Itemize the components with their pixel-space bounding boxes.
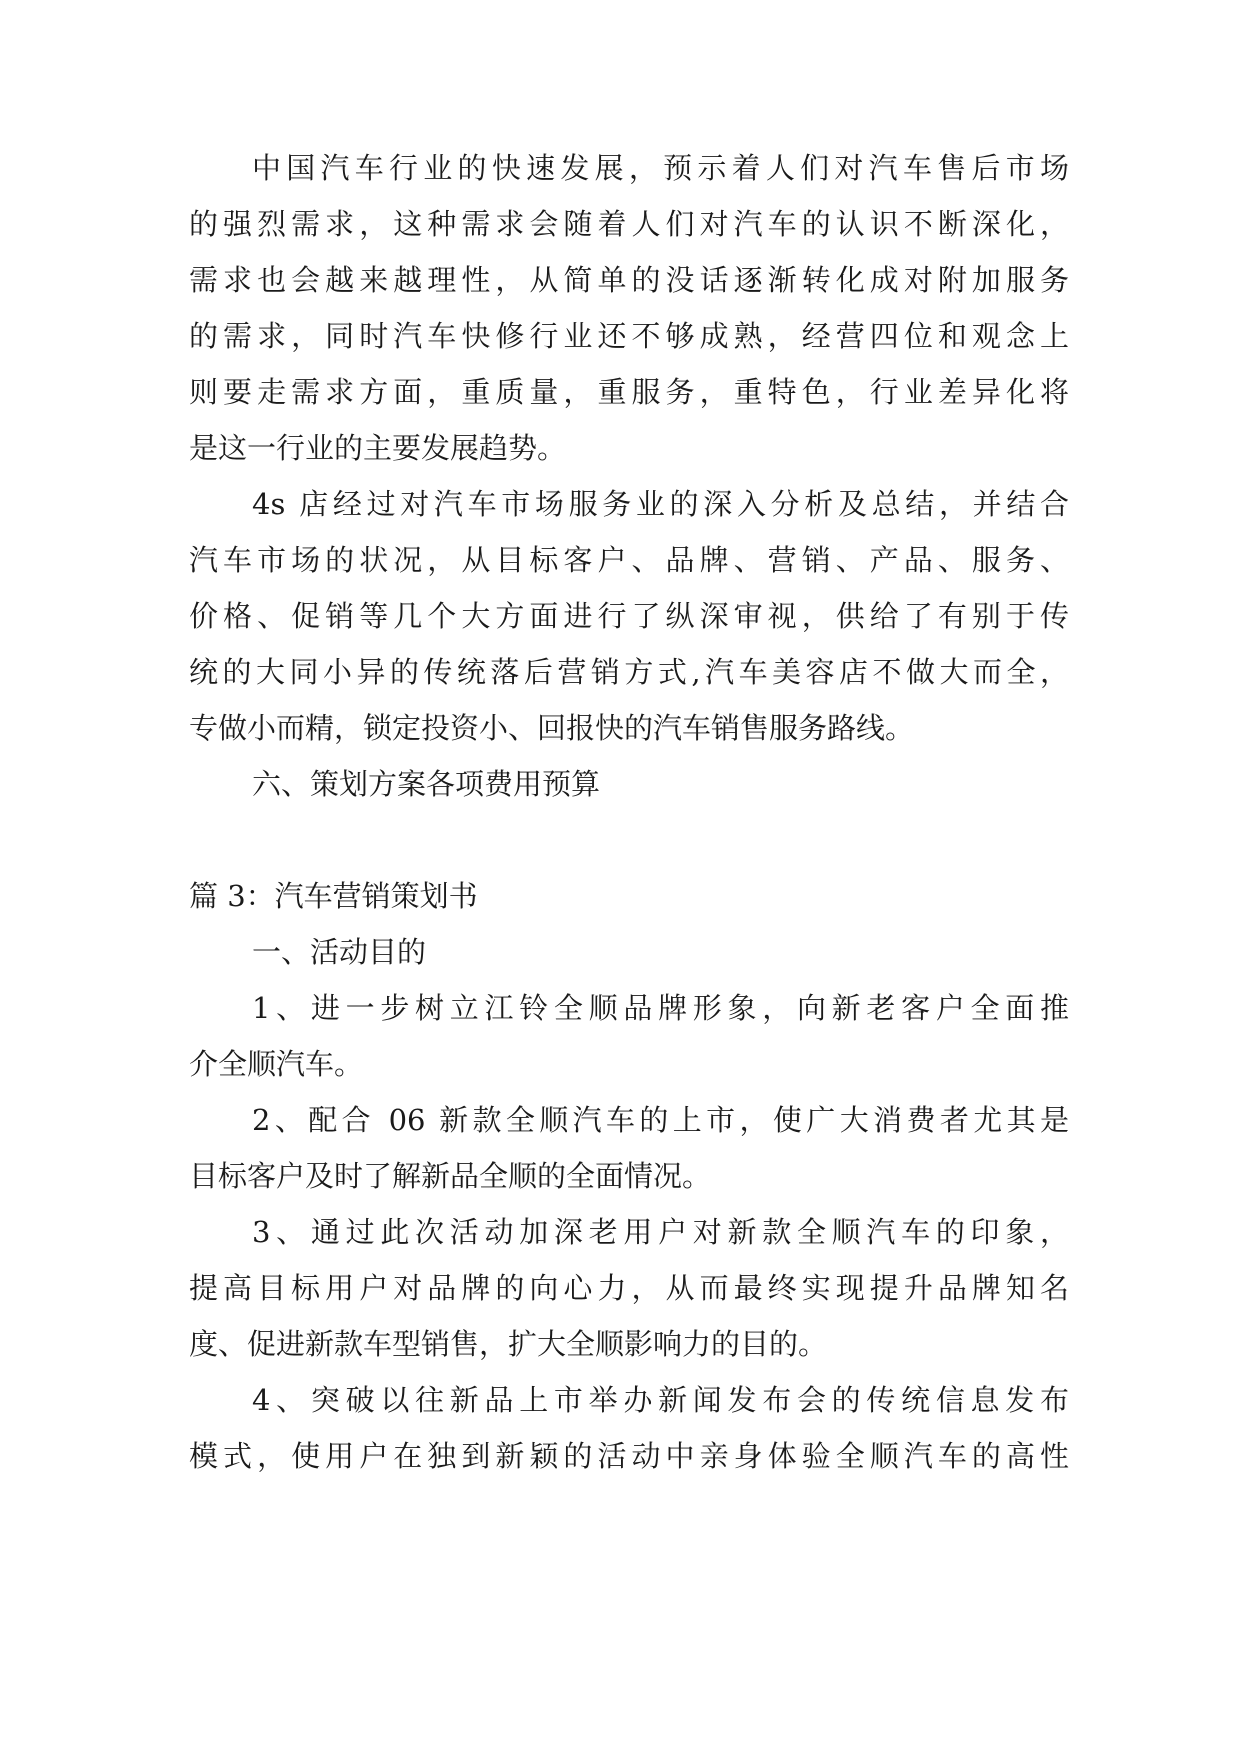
paragraph-2-line-4: 统的大同小异的传统落后营销方式,汽车美容店不做大而全， [189, 655, 1069, 689]
paragraph-1-line-4: 的需求，同时汽车快修行业还不够成熟，经营四位和观念上 [189, 319, 1069, 353]
article-title: 篇 3：汽车营销策划书 [189, 879, 478, 913]
item-2-line-2: 目标客户及时了解新品全顺的全面情况。 [189, 1159, 712, 1193]
paragraph-1-line-6: 是这一行业的主要发展趋势。 [189, 431, 567, 465]
subheading-activity-purpose: 一、活动目的 [252, 935, 427, 969]
paragraph-1-line-3: 需求也会越来越理性，从简单的没话逐渐转化成对附加服务 [189, 263, 1069, 297]
paragraph-2-line-5: 专做小而精，锁定投资小、回报快的汽车销售服务路线。 [189, 711, 915, 745]
item-1-line-1: 1、进一步树立江铃全顺品牌形象，向新老客户全面推 [252, 991, 1069, 1025]
paragraph-1-line-1: 中国汽车行业的快速发展，预示着人们对汽车售后市场 [252, 151, 1069, 185]
paragraph-2-line-2: 汽车市场的状况，从目标客户、品牌、营销、产品、服务、 [189, 543, 1069, 577]
item-3-line-3: 度、促进新款车型销售，扩大全顺影响力的目的。 [189, 1327, 828, 1361]
item-4-line-1: 4、突破以往新品上市举办新闻发布会的传统信息发布 [252, 1383, 1069, 1417]
paragraph-2-line-3: 价格、促销等几个大方面进行了纵深审视，供给了有别于传 [189, 599, 1069, 633]
paragraph-1-line-5: 则要走需求方面，重质量，重服务，重特色，行业差异化将 [189, 375, 1069, 409]
item-2-line-1: 2、配合 06 新款全顺汽车的上市，使广大消费者尤其是 [252, 1103, 1069, 1137]
paragraph-1-line-2: 的强烈需求，这种需求会随着人们对汽车的认识不断深化， [189, 207, 1069, 241]
item-1-line-2: 介全顺汽车。 [189, 1047, 364, 1081]
item-3-line-2: 提高目标用户对品牌的向心力，从而最终实现提升品牌知名 [189, 1271, 1069, 1305]
section-heading-budget: 六、策划方案各项费用预算 [252, 767, 601, 801]
item-3-line-1: 3、通过此次活动加深老用户对新款全顺汽车的印象， [252, 1215, 1069, 1249]
paragraph-2-line-1: 4s 店经过对汽车市场服务业的深入分析及总结，并结合 [252, 487, 1069, 521]
item-4-line-2: 模式，使用户在独到新颖的活动中亲身体验全顺汽车的高性 [189, 1439, 1069, 1473]
